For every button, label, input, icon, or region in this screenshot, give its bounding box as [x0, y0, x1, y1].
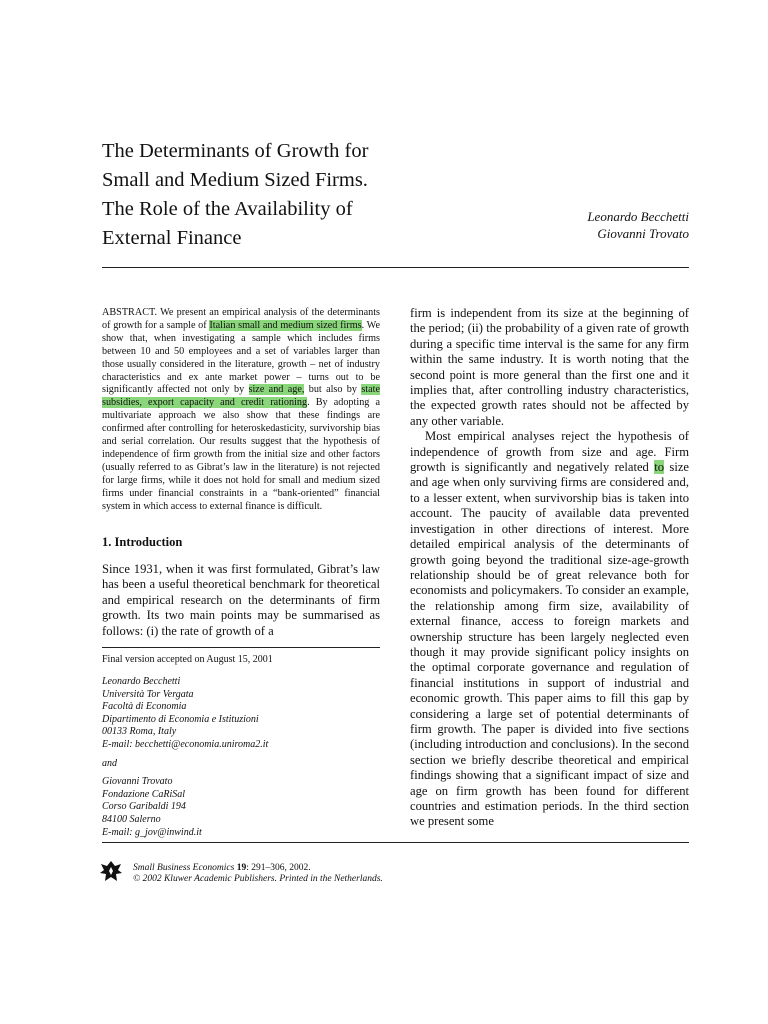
- footnote-divider: [102, 647, 380, 648]
- contact-2-line-4: 84100 Salerno: [102, 813, 161, 825]
- contact-2-email: E-mail: g_jov@inwind.it: [102, 826, 202, 838]
- footer-divider: [102, 842, 689, 843]
- right-paragraph-2-start: Most empirical analyses reject the hypothesis of independence of growth from size and age. Firm growth is significantly and negatively related: [410, 429, 689, 475]
- right-paragraph-2: [410, 429, 689, 830]
- right-paragraph-1: firm is independent from its size at the beginning of the period; (ii) the probability of a given rate of growth during a specific time interval is the same for any firm within the same industry. It is worth noting that the second point is more general than the first one and it implies that, after controlling industry characteristics, the expected growth rates should not be affected by any other variable.: [410, 306, 689, 428]
- right-paragraph-2-rest: size and age when only surviving firms are considered and, to a lesser extent, when survivorship bias is taken into account. The paucity of available data prevented investigation in other directions of interest. More detailed empirical analysis of the determinants of growth going beyond the traditional size-age-growth relationship should be of great relevance both for economists and policymakers. To consider an example, the relationship among firm size, availability of external finance, access to foreign markets and ownership structure has been largely neglected even though it may provide significant policy insights on the optimal corporate governance and regulation of financial institutions in support of industrial and economic growth. This paper aims to fill this gap by considering a large set of potential determinants of firm growth. The paper is divided into five sections (including introduction and conclusions). In the second section we briefly describe theoretical and empirical findings showing that a significant impact of size and age on firm growth has been found for different countries and estimation periods. In the third section we present some: [410, 460, 689, 829]
- contact-1-line-5: 00133 Roma, Italy: [102, 726, 177, 738]
- title-line-2: Small and Medium Sized Firms.: [102, 169, 368, 191]
- introduction-paragraph: Since 1931, when it was first formulated, Gibrat’s law has been a useful theoretical benchmark for theoretical and empirical research on the determinants of firm growth. Its two main points may be summarised as follows: (i) the rate of growth of a: [102, 562, 380, 638]
- publication-footer: [133, 863, 383, 885]
- footer-journal: Small Business Economics: [133, 863, 235, 873]
- contact-and: and: [102, 757, 117, 769]
- title-divider: [102, 267, 689, 268]
- contact-2-line-1: Giovanni Trovato: [102, 776, 173, 788]
- abstract-highlight-1: Italian small and medium sized firms: [209, 319, 362, 331]
- abstract: [102, 307, 380, 514]
- footer-volume: 19: [236, 863, 247, 873]
- contact-1-line-2: Università Tor Vergata: [102, 688, 194, 700]
- contact-1-line-3: Facoltà di Economia: [102, 701, 187, 713]
- acceptance-note: Final version accepted on August 15, 2001: [102, 654, 273, 665]
- footer-pages: : 291–306, 2002.: [246, 863, 311, 873]
- title-line-4: External Finance: [102, 227, 242, 249]
- abstract-mid-2: but also by: [304, 384, 362, 396]
- title-line-3: The Role of the Availability of: [102, 198, 353, 220]
- footer-citation: [133, 863, 383, 874]
- contact-2-line-3: Corso Garibaldi 194: [102, 801, 186, 813]
- abstract-prefix: ABSTRACT. We present an empirical analysis of the determinants of growth for a sample of: [102, 307, 380, 331]
- footer-copyright: © 2002 Kluwer Academic Publishers. Printed in the Netherlands.: [133, 874, 383, 884]
- contact-1-line-4: Dipartimento di Economia e Istituzioni: [102, 713, 259, 725]
- right-paragraph-2-highlight: to: [654, 460, 665, 475]
- section-heading-introduction: 1. Introduction: [102, 535, 183, 549]
- contact-1-email: E-mail: becchetti@economia.uniroma2.it: [102, 738, 269, 750]
- right-column: [410, 306, 689, 830]
- title-line-1: The Determinants of Growth for: [102, 140, 369, 162]
- paper-title: [102, 137, 432, 253]
- author-1: Leonardo Becchetti: [587, 209, 689, 224]
- publisher-logo-icon: [100, 860, 122, 884]
- contact-2-line-2: Fondazione CaRiSal: [102, 788, 186, 800]
- contact-1-line-1: Leonardo Becchetti: [102, 676, 181, 687]
- abstract-mid-1: . We show that, when investigating a sample which includes firms between 10 and 50 employees and a set of variables larger than those usually considered in the literature, growth – net of industry characteristics and ex ante market power – turns out to be significantly affected not only by: [102, 319, 380, 396]
- abstract-highlight-3: state subsidies, export capacity and credit rationing: [102, 384, 380, 409]
- author-contacts: [102, 676, 268, 839]
- abstract-suffix: . By adopting a multivariate approach we also show that these findings are confirmed after controlling for heteroskedasticity, survivorship bias and serial correlation. Our results suggest that the hypothesis of independence of firm growth from the initial size and other factors (usually referred to as Gibrat’s law in the literature) is not rejected for large firms, while it does not hold for small and medium sized firms under financial constraints in a “bank-oriented” financial system in which access to external finance is difficult.: [102, 397, 381, 512]
- author-2: Giovanni Trovato: [597, 226, 689, 241]
- abstract-highlight-2: size and age,: [248, 384, 305, 396]
- author-list: [587, 208, 689, 242]
